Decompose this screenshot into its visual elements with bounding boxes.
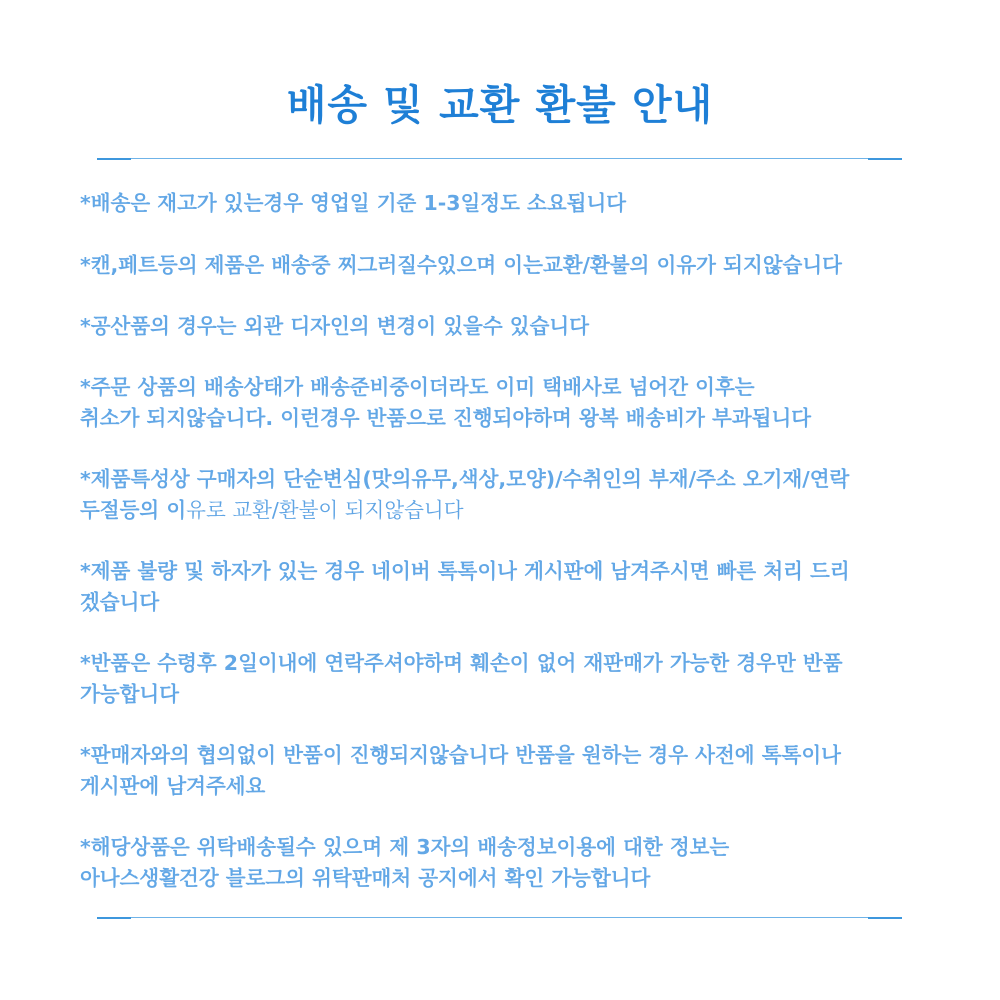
notice-line: *캔,페트등의 제품은 배송중 찌그러질수있으며 이는교환/환불의 이유가 되지않습니다 (80, 253, 842, 277)
bottom-divider-right-accent (868, 917, 902, 919)
notice-cancellation (80, 372, 940, 434)
notice-consignment-shipping (80, 832, 940, 894)
notice-change-of-mind (80, 464, 940, 526)
top-divider-line (97, 158, 902, 159)
notice-line: *제품특성상 구매자의 단순변심(맛의유무,색상,모양)/수취인의 부재/주소 오기재/연락 (80, 467, 850, 491)
page-title: 배송 및 교환 환불 안내 (286, 81, 714, 129)
top-divider (97, 158, 902, 160)
notice-seller-agreement (80, 740, 940, 802)
notice-return-period (80, 648, 940, 710)
notice-line-bold-part: 두절등의 이 (80, 498, 187, 522)
notice-line-mixed (80, 495, 940, 526)
notice-line: *주문 상품의 배송상태가 배송준비중이더라도 이미 택배사로 넘어간 이후는 (80, 375, 755, 399)
top-divider-left-accent (97, 158, 131, 160)
notice-line: *제품 불량 및 하자가 있는 경우 네이버 톡톡이나 게시판에 남겨주시면 빠른 처리 드리 (80, 559, 850, 583)
notice-line: 취소가 되지않습니다. 이런경우 반품으로 진행되야하며 왕복 배송비가 부과됩니다 (80, 406, 812, 430)
notice-line: *판매자와의 협의없이 반품이 진행되지않습니다 반품을 원하는 경우 사전에 톡톡이나 (80, 743, 841, 767)
top-divider-right-accent (868, 158, 902, 160)
bottom-divider (97, 917, 902, 919)
notice-line-light-part: 유로 교환/환불이 되지않습니다 (186, 498, 464, 522)
notice-line: 겠습니다 (80, 590, 160, 614)
notice-line: *반품은 수령후 2일이내에 연락주셔야하며 훼손이 없어 재판매가 가능한 경우만 반품 (80, 651, 843, 675)
notice-line: 아나스생활건강 블로그의 위탁판매처 공지에서 확인 가능합니다 (80, 866, 651, 890)
notice-line: *해당상품은 위탁배송될수 있으며 제 3자의 배송정보이용에 대한 정보는 (80, 835, 730, 859)
notice-line: *배송은 재고가 있는경우 영업일 기준 1-3일정도 소요됩니다 (80, 191, 627, 215)
notice-shipping-time (80, 188, 940, 219)
notice-line: 가능합니다 (80, 682, 180, 706)
notice-line: *공산품의 경우는 외관 디자인의 변경이 있을수 있습니다 (80, 314, 590, 338)
notice-line: 게시판에 남겨주세요 (80, 774, 266, 798)
notice-defect (80, 556, 940, 618)
bottom-divider-line (97, 917, 902, 918)
notice-dented-cans (80, 250, 940, 281)
bottom-divider-left-accent (97, 917, 131, 919)
notice-design-change (80, 311, 940, 342)
